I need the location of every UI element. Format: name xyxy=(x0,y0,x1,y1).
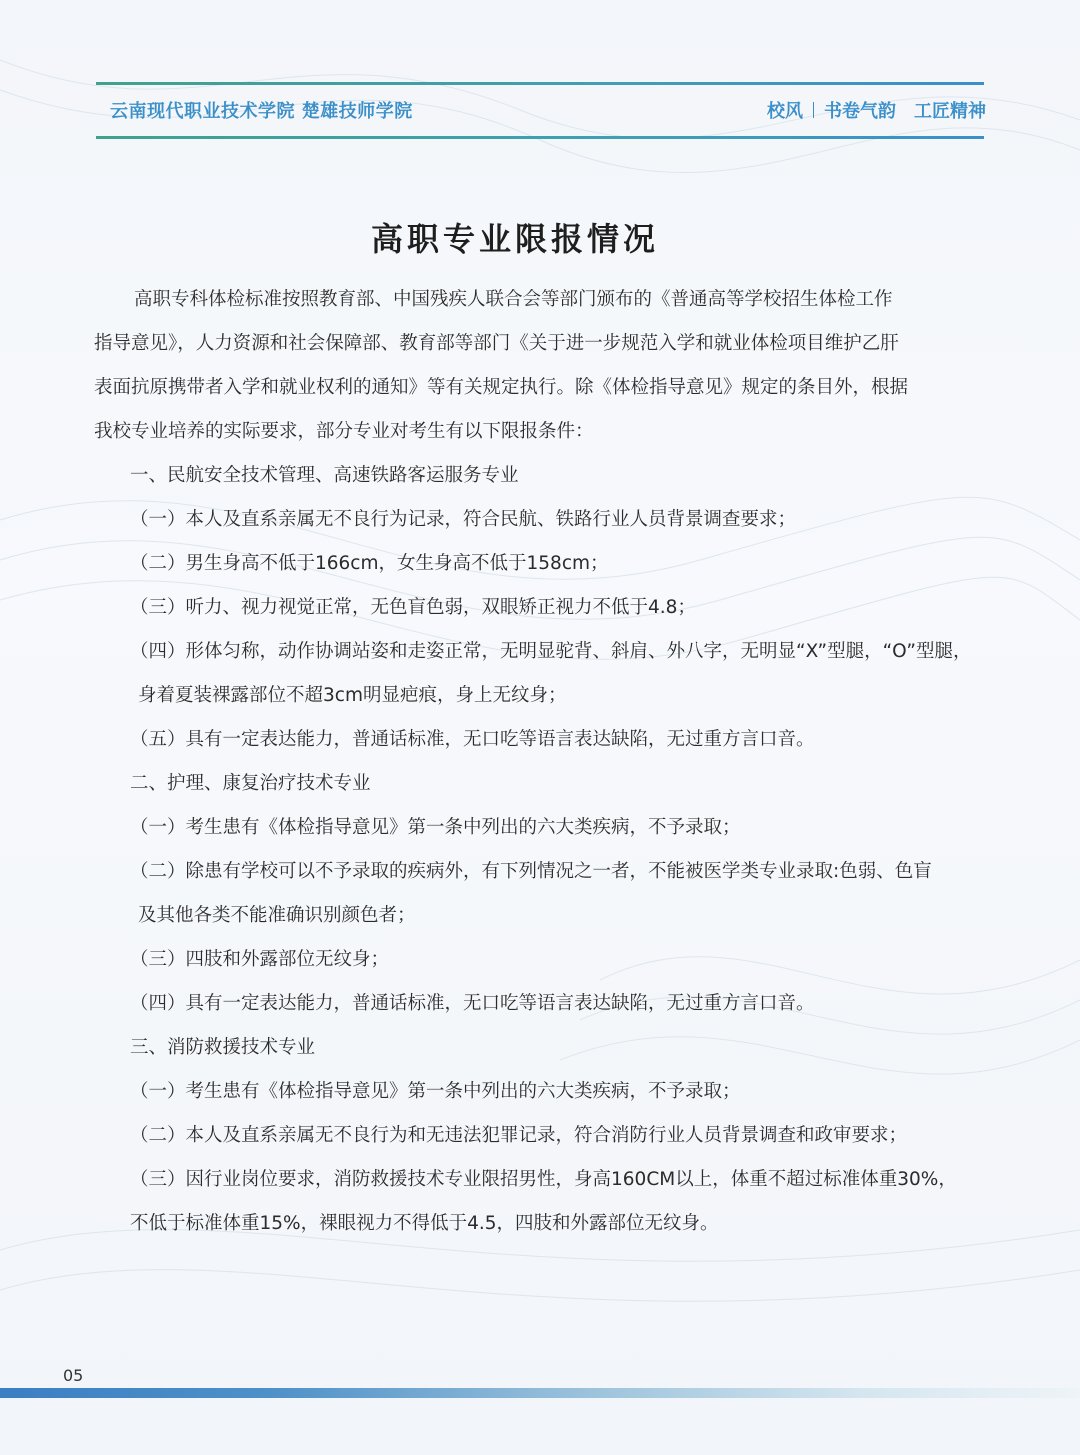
paragraph-line: 表面抗原携带者入学和就业权利的通知》等有关规定执行。除《体检指导意见》规定的条目外，根据 xyxy=(94,377,909,398)
list-item: （二）男生身高不低于166cm，女生身高不低于158cm； xyxy=(130,553,609,574)
list-item-continuation: 身着夏装裸露部位不超3cm明显疤痕，身上无纹身； xyxy=(138,685,567,706)
motto-divider xyxy=(813,102,814,118)
section-heading: 二、护理、康复治疗技术专业 xyxy=(130,773,371,794)
list-item: （一）考生患有《体检指导意见》第一条中列出的六大类疾病，不予录取； xyxy=(130,1081,741,1102)
list-item: （三）因行业岗位要求，消防救援技术专业限招男性，身高160CM以上，体重不超过标准体重30%， xyxy=(130,1169,957,1190)
paragraph-line: 高职专科体检标准按照教育部、中国残疾人联合会等部门颁布的《普通高等学校招生体检工作 xyxy=(134,289,893,310)
list-item: （三）四肢和外露部位无纹身； xyxy=(130,949,390,970)
footer-gradient-bar xyxy=(0,1388,1080,1398)
motto-item-2: 书卷气韵 xyxy=(824,101,896,122)
page-number: 05 xyxy=(63,1366,84,1385)
list-item: （四）形体匀称，动作协调站姿和走姿正常，无明显驼背、斜肩、外八字，无明显“X”型腿，“O”型腿， xyxy=(130,641,972,662)
header-school-names: 云南现代职业技术学院 楚雄技师学院 xyxy=(110,101,413,122)
list-item: （四）具有一定表达能力，普通话标准，无口吃等语言表达缺陷，无过重方言口音。 xyxy=(130,993,815,1014)
list-item-continuation: 及其他各类不能准确识别颜色者； xyxy=(138,905,416,926)
list-item: （二）本人及直系亲属无不良行为和无违法犯罪记录，符合消防行业人员背景调查和政审要求； xyxy=(130,1125,908,1146)
list-item: （五）具有一定表达能力，普通话标准，无口吃等语言表达缺陷，无过重方言口音。 xyxy=(130,729,815,750)
list-item: （一）本人及直系亲属无不良行为记录，符合民航、铁路行业人员背景调查要求； xyxy=(130,509,797,530)
header-bottom-rule xyxy=(96,136,984,139)
motto-item-1: 校风 xyxy=(767,101,803,122)
page-title: 高职专业限报情况 xyxy=(370,220,659,258)
body-text xyxy=(94,284,984,1252)
list-item-continuation: 不低于标准体重15%，裸眼视力不得低于4.5，四肢和外露部位无纹身。 xyxy=(130,1213,719,1234)
section-heading: 一、民航安全技术管理、高速铁路客运服务专业 xyxy=(130,465,519,486)
header-motto xyxy=(767,97,986,123)
list-item: （二）除患有学校可以不予录取的疾病外，有下列情况之一者，不能被医学类专业录取:色弱、色盲 xyxy=(130,861,932,882)
list-item: （三）听力、视力视觉正常，无色盲色弱，双眼矫正视力不低于4.8； xyxy=(130,597,696,618)
paragraph-line: 我校专业培养的实际要求，部分专业对考生有以下限报条件： xyxy=(94,421,594,442)
header-top-rule xyxy=(96,82,984,85)
list-item: （一）考生患有《体检指导意见》第一条中列出的六大类疾病，不予录取； xyxy=(130,817,741,838)
paragraph-line: 指导意见》，人力资源和社会保障部、教育部等部门《关于进一步规范入学和就业体检项目维护乙肝 xyxy=(94,333,899,354)
motto-item-3: 工匠精神 xyxy=(914,101,986,122)
section-heading: 三、消防救援技术专业 xyxy=(130,1037,316,1058)
